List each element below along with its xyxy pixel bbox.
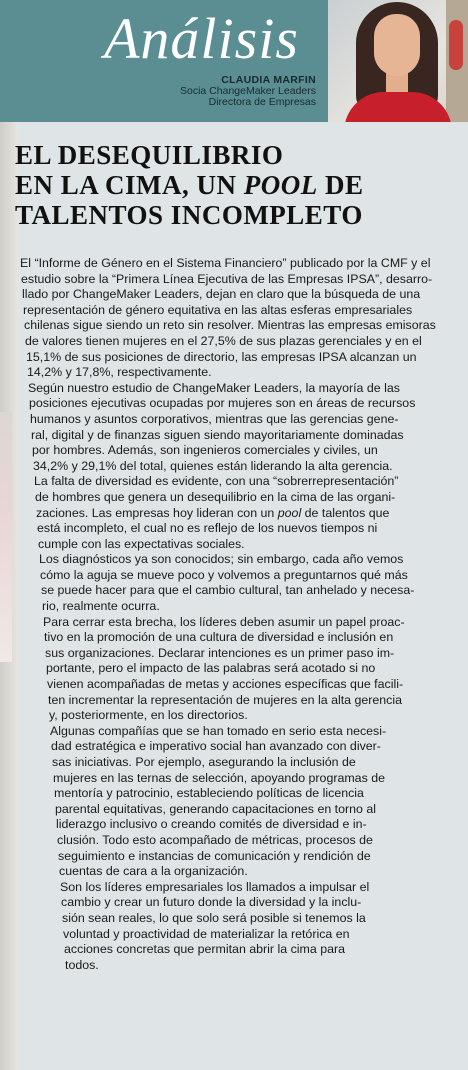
- body-line: 34,2% y 29,1% del total, quienes están liderando la alta gerencia.: [33, 458, 393, 473]
- body-line: representación de género equitativa en las altas esferas empresariales: [23, 302, 413, 317]
- body-line: parental equitativas, generando capacitaciones en torno al: [55, 801, 377, 816]
- body-line: todos.: [65, 957, 99, 972]
- body-line: Algunas compañías que se han tomado en serio esta necesi-: [50, 723, 387, 738]
- body-line: ten incrementar la representación de mujeres en la alta gerencia: [48, 692, 403, 707]
- header-banner: [0, 0, 468, 122]
- author-role-2: Directora de Empresas: [208, 96, 316, 108]
- body-line: sión sean reales, lo que solo será posible si tenemos la: [62, 910, 366, 925]
- body-line: sus organizaciones. Declarar intenciones es un primer paso im-: [45, 645, 395, 660]
- body-line: Los diagnósticos ya son conocidos; sin embargo, cada año vemos: [39, 552, 404, 567]
- body-line: y, posteriormente, en los directorios.: [49, 708, 248, 723]
- body-line: Son los líderes empresariales los llamados a impulsar el: [60, 879, 370, 894]
- body-line: acciones concretas que permitan abrir la cima para: [64, 942, 345, 957]
- body-line: liderazgo inclusivo o creando comités de diversidad e in-: [56, 817, 367, 832]
- body-line: voluntad y proactividad de materializar la retórica en: [63, 926, 350, 941]
- body-line: ral, digital y de finanzas siguen siendo mayoritariamente dominadas: [31, 427, 404, 442]
- author-photo: [328, 0, 468, 122]
- body-line: cómo la aguja se mueve poco y volvemos a preguntarnos qué más: [40, 567, 408, 582]
- body-line: dad estratégica e imperativo social han avanzado con diver-: [51, 739, 381, 754]
- left-margin-strip: [0, 122, 18, 1070]
- body-line: portante, pero el impacto de las palabras será acotado si no: [46, 661, 376, 676]
- headline-line-3: TALENTOS INCOMPLETO: [15, 200, 363, 230]
- body-line: rio, realmente ocurra.: [42, 599, 160, 614]
- body-line: Para cerrar esta brecha, los líderes deben asumir un papel proac-: [43, 614, 405, 629]
- body-line: de valores tienen mujeres en el 27,5% de sus plazas gerenciales y en el: [25, 333, 422, 348]
- body-line: está incompleto, el cual no es reflejo de los nuevos tiempos ni: [37, 521, 378, 536]
- section-title: Análisis: [104, 6, 299, 71]
- body-line: seguimiento e instancias de comunicación y rendición de: [58, 848, 371, 863]
- body-line: mentoría y patrocinio, estableciendo políticas de licencia: [54, 786, 364, 801]
- body-line: La falta de diversidad es evidente, con una “sobrerrepresentación”: [34, 474, 399, 489]
- body-line: tivo en la promoción de una cultura de diversidad e inclusión en: [44, 630, 394, 645]
- article-headline: [15, 140, 455, 230]
- body-line: se puede hacer para que el cambio cultural, tan anhelado y necesa-: [41, 583, 415, 598]
- body-line: El “Informe de Género en el Sistema Financiero” publicado por la CMF y el: [20, 256, 431, 270]
- body-line: cuentas de cara a la organización.: [59, 864, 248, 879]
- author-role-1: Socia ChangeMaker Leaders: [180, 85, 316, 97]
- body-line: 14,2% y 17,8%, respectivamente.: [27, 365, 212, 380]
- author-name: CLAUDIA MARFIN: [221, 74, 316, 86]
- body-line: por hombres. Además, son ingenieros comerciales y civiles, un: [32, 443, 378, 458]
- article-body: [20, 256, 448, 973]
- body-line: cambio y crear un futuro donde la diversidad y la inclu-: [61, 895, 362, 910]
- body-line: mujeres en las ternas de selección, apoyando programas de: [53, 770, 385, 785]
- body-line: llado por ChangeMaker Leaders, dejan en claro que la búsqueda de una: [22, 287, 421, 302]
- body-line: cumple con las expectativas sociales.: [38, 536, 245, 551]
- body-line: Según nuestro estudio de ChangeMaker Leaders, la mayoría de las: [28, 380, 400, 395]
- body-line: clusión. Todo esto acompañado de métricas, procesos de: [57, 832, 373, 847]
- body-line: vienen acompañadas de metas y acciones específicas que facili-: [47, 677, 404, 692]
- headline-line-1: EL DESEQUILIBRIO: [15, 140, 284, 170]
- body-line: posiciones ejecutivas ocupadas por mujeres son en áreas de recursos: [29, 396, 416, 411]
- body-line: zaciones. Las empresas hoy lideran con un pool de talentos que: [36, 505, 390, 520]
- body-line: de hombres que genera un desequilibrio en la cima de las organi-: [35, 489, 396, 504]
- body-line: humanos y asuntos corporativos, mientras que las gerencias gene-: [30, 411, 399, 426]
- body-line: estudio sobre la “Primera Línea Ejecutiva de las Empresas IPSA”, desarro-: [21, 271, 433, 286]
- body-line: 15,1% de sus posiciones de directorio, las empresas IPSA alcanzan un: [26, 349, 417, 364]
- headline-line-2: EN LA CIMA, UN POOL DE: [15, 170, 364, 200]
- body-line: sas iniciativas. Por ejemplo, asegurando la inclusión de: [52, 755, 356, 769]
- body-line: chilenas sigue siendo un reto sin resolver. Mientras las empresas emisoras: [24, 318, 436, 333]
- author-byline: [180, 75, 316, 108]
